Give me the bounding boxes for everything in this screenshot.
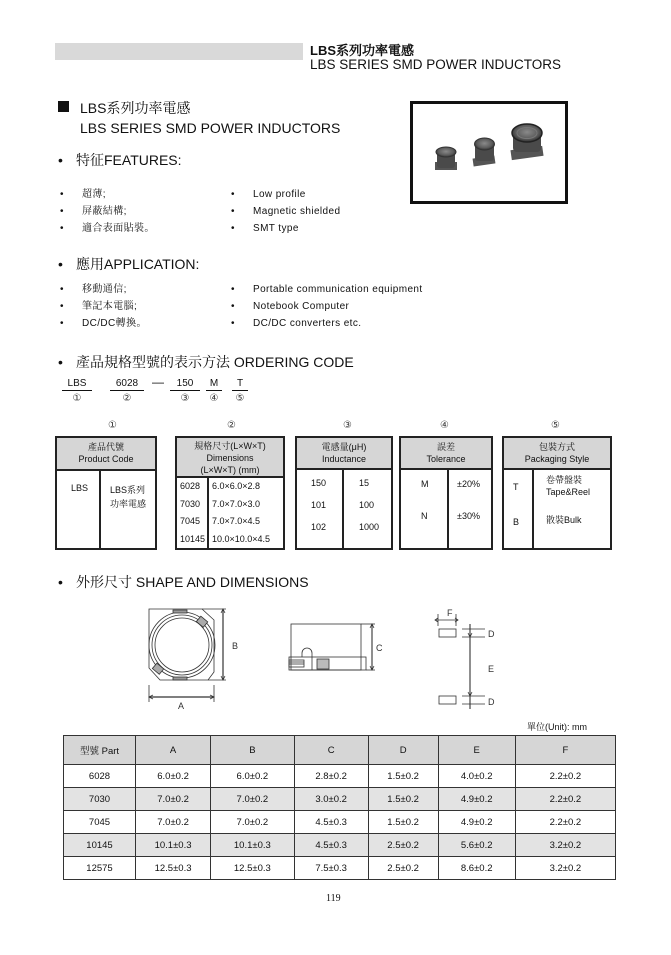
- block-number-4: ④: [440, 420, 449, 431]
- table-cell: 2.8±0.2: [294, 765, 368, 788]
- table-cell: 3.0±0.2: [294, 788, 368, 811]
- packaging-code-t: T: [513, 482, 519, 492]
- table-cell: 7030: [64, 788, 136, 811]
- table-cell: 7.0±0.2: [136, 811, 211, 834]
- column-header: F: [515, 736, 615, 765]
- product-code-header: 產品代號 Product Code: [57, 438, 155, 471]
- page-number: 119: [326, 893, 341, 904]
- packaging-desc-t: 卷帶盤裝 Tape&Reel: [546, 475, 591, 497]
- list-item: • Low profile: [231, 189, 306, 200]
- table-cell: 6028: [64, 765, 136, 788]
- table-cell: 5.6±0.2: [438, 834, 515, 857]
- code-part-inductance: 150 ③: [170, 378, 200, 404]
- code-dash: —: [152, 375, 164, 389]
- table-row: [64, 834, 616, 857]
- table-row: [64, 857, 616, 880]
- dimensions-table: [63, 735, 616, 880]
- shape-heading-text: 外形尺寸 SHAPE AND DIMENSIONS: [76, 574, 309, 590]
- list-item: • SMT type: [231, 223, 299, 234]
- list-item: • 屏蔽結構;: [60, 206, 127, 217]
- table-cell: 3.2±0.2: [515, 834, 615, 857]
- table-cell: 2.2±0.2: [515, 788, 615, 811]
- inductance-codes: 150 101 102: [311, 478, 327, 532]
- table-row: [64, 765, 616, 788]
- shape-heading: [58, 572, 309, 592]
- ordering-heading-text: 產品規格型號的表示方法 ORDERING CODE: [76, 354, 354, 370]
- table-cell: 10.1±0.3: [136, 834, 211, 857]
- product-code-desc: LBS系列 功率電感: [110, 485, 147, 509]
- packaging-block: [502, 436, 612, 550]
- section-title-cn: LBS系列功率電感: [80, 100, 191, 116]
- label-a: A: [178, 701, 185, 711]
- application-list-en: [231, 281, 423, 332]
- table-cell: 4.5±0.3: [294, 834, 368, 857]
- section-title-en: LBS SERIES SMD POWER INDUCTORS: [80, 120, 341, 136]
- table-cell: 4.5±0.3: [294, 811, 368, 834]
- ordering-code-example: [0, 375, 671, 408]
- table-cell: 7.0±0.2: [211, 788, 294, 811]
- table-cell: 10145: [64, 834, 136, 857]
- table-cell: 8.6±0.2: [438, 857, 515, 880]
- list-item: • 筆記本電腦;: [60, 301, 138, 312]
- header-title-en: LBS SERIES SMD POWER INDUCTORS: [310, 57, 562, 72]
- table-cell: 2.2±0.2: [515, 765, 615, 788]
- pad-layout-drawing: [425, 606, 505, 714]
- ordering-heading: [58, 352, 354, 372]
- application-heading: [58, 254, 199, 274]
- code-part-series: LBS ①: [62, 378, 92, 404]
- block-number-2: ②: [227, 420, 236, 431]
- product-code-value: LBS: [71, 483, 89, 493]
- list-item: • 移動通信;: [60, 284, 127, 295]
- top-view-drawing: [140, 600, 250, 712]
- label-e: E: [488, 664, 495, 674]
- unit-label: 單位(Unit): mm: [527, 722, 587, 732]
- table-cell: 2.5±0.2: [368, 834, 438, 857]
- code-part-packaging: T ⑤: [232, 378, 248, 404]
- label-d-bottom: D: [488, 697, 495, 707]
- table-cell: 6.0±0.2: [211, 765, 294, 788]
- bullet-icon: •: [58, 574, 63, 590]
- table-cell: 7.0±0.2: [136, 788, 211, 811]
- column-header: B: [211, 736, 294, 765]
- tolerance-values: ±20% ±30%: [457, 479, 480, 521]
- application-list-cn: [60, 281, 147, 332]
- table-cell: 2.5±0.2: [368, 857, 438, 880]
- block-number-3: ③: [343, 420, 352, 431]
- code-part-tolerance: M ④: [206, 378, 222, 404]
- bullet-icon: •: [58, 354, 63, 370]
- application-heading-text: 應用APPLICATION:: [76, 256, 200, 272]
- table-cell: 10.1±0.3: [211, 834, 294, 857]
- inductance-block: [295, 436, 393, 550]
- packaging-desc-b: 散裝Bulk: [546, 515, 582, 525]
- table-cell: 7045: [64, 811, 136, 834]
- tolerance-codes: M N: [421, 479, 429, 521]
- table-cell: 12575: [64, 857, 136, 880]
- column-header: A: [136, 736, 211, 765]
- features-heading-text: 特征FEATURES:: [76, 152, 182, 168]
- list-item: • DC/DC轉換。: [60, 318, 147, 329]
- block-number-5: ⑤: [551, 420, 560, 431]
- features-heading: [58, 150, 182, 170]
- table-cell: 12.5±0.3: [136, 857, 211, 880]
- side-view-drawing: [285, 616, 385, 676]
- inductance-values: 15 100 1000: [359, 478, 380, 532]
- table-cell: 4.0±0.2: [438, 765, 515, 788]
- table-row: [64, 788, 616, 811]
- inductor-photo-icon: [413, 104, 565, 201]
- inductance-header: 電感量(μH) Inductance: [297, 438, 391, 470]
- table-cell: 1.5±0.2: [368, 811, 438, 834]
- dimensions-header: 規格尺寸(L×W×T) Dimensions (L×W×T) (mm): [177, 438, 283, 478]
- column-header: 型號 Part: [64, 736, 136, 765]
- label-f: F: [447, 608, 453, 618]
- header-title-cn: LBS系列功率電感: [310, 43, 415, 58]
- table-cell: 3.2±0.2: [515, 857, 615, 880]
- table-row: [64, 811, 616, 834]
- dimensions-sizes: 6.0×6.0×2.8 7.0×7.0×3.0 7.0×7.0×4.5 10.0×10.0×4.5: [212, 481, 271, 544]
- table-header-row: [64, 736, 616, 765]
- list-item: • 適合表面貼裝。: [60, 223, 155, 234]
- features-list-en: [231, 186, 340, 237]
- list-item: • Portable communication equipment: [231, 284, 423, 295]
- list-item: • DC/DC converters etc.: [231, 318, 362, 329]
- dimensions-codes: 6028 7030 7045 10145: [180, 481, 206, 544]
- block-number-1: ①: [108, 420, 117, 431]
- section-square-icon: [58, 101, 69, 112]
- dimensions-block: [175, 436, 285, 550]
- table-cell: 12.5±0.3: [211, 857, 294, 880]
- list-item: • Notebook Computer: [231, 301, 350, 312]
- packaging-header: 包裝方式 Packaging Style: [504, 438, 610, 470]
- table-cell: 2.2±0.2: [515, 811, 615, 834]
- column-header: D: [368, 736, 438, 765]
- bullet-icon: •: [58, 256, 63, 272]
- packaging-code-b: B: [513, 517, 520, 527]
- tolerance-header: 誤差 Tolerance: [401, 438, 491, 470]
- label-d-top: D: [488, 629, 495, 639]
- product-code-block: [55, 436, 157, 550]
- table-cell: 7.0±0.2: [211, 811, 294, 834]
- product-photo: [410, 101, 568, 204]
- table-cell: 4.9±0.2: [438, 788, 515, 811]
- table-cell: 7.5±0.3: [294, 857, 368, 880]
- label-c: C: [376, 643, 383, 653]
- list-item: • 超薄;: [60, 189, 106, 200]
- header-gray-bar: [55, 43, 303, 60]
- list-item: • Magnetic shielded: [231, 206, 341, 217]
- features-list-cn: [60, 186, 155, 237]
- table-cell: 1.5±0.2: [368, 788, 438, 811]
- label-b: B: [232, 641, 239, 651]
- tolerance-block: [399, 436, 493, 550]
- table-cell: 1.5±0.2: [368, 765, 438, 788]
- table-cell: 6.0±0.2: [136, 765, 211, 788]
- column-header: E: [438, 736, 515, 765]
- column-header: C: [294, 736, 368, 765]
- table-cell: 4.9±0.2: [438, 811, 515, 834]
- bullet-icon: •: [58, 152, 63, 168]
- code-part-size: 6028 ②: [110, 378, 144, 404]
